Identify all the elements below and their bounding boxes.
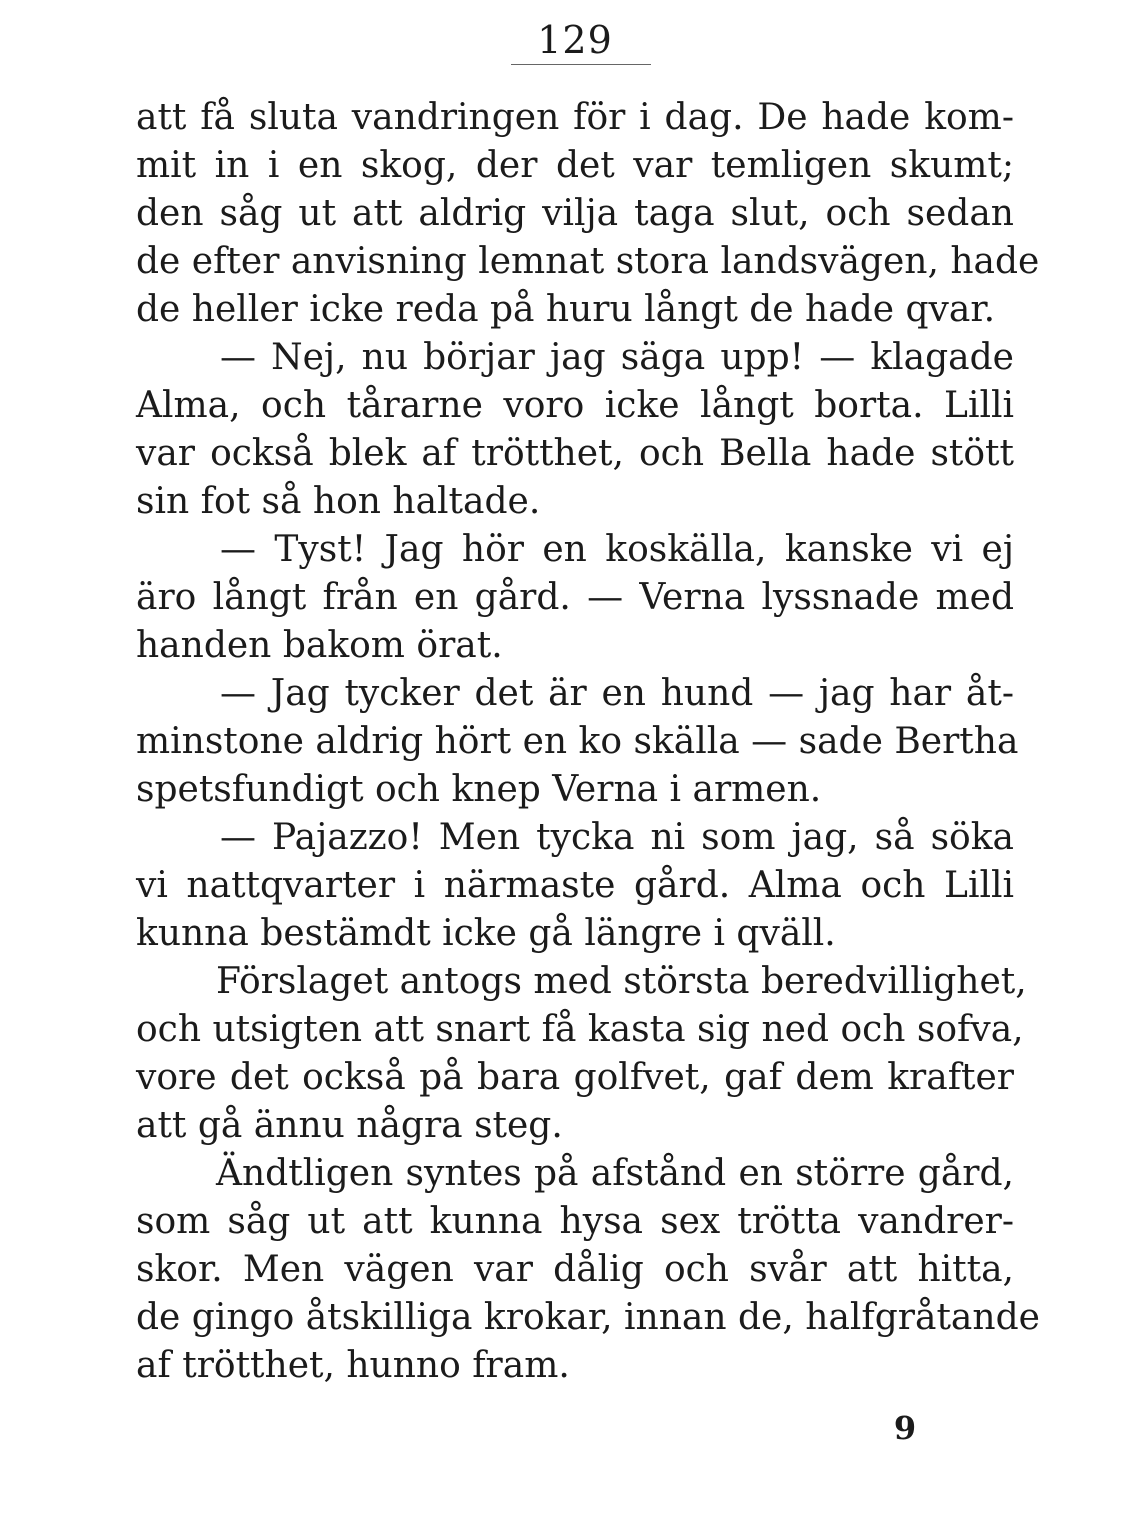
text-line: skor. Men vägen var dålig och svår att hitta, — [136, 1249, 1014, 1290]
text-line: de efter anvisning lemnat stora landsvägen, hade — [136, 241, 1040, 282]
text-line: minstone aldrig hört en ko skälla — sade Bertha — [136, 721, 1019, 762]
text-line: vore det också på bara golfvet, gaf dem krafter — [136, 1057, 1014, 1098]
text-line: spetsfundigt och knep Verna i armen. — [136, 769, 822, 810]
text-line: de gingo åtskilliga krokar, innan de, halfgråtande — [136, 1297, 1040, 1338]
text-line: Alma, och tårarne voro icke långt borta. Lilli — [136, 385, 1014, 426]
text-line: — Nej, nu börjar jag säga upp! — klagade — [220, 337, 1014, 378]
text-line: handen bakom örat. — [136, 625, 503, 666]
text-line: sin fot så hon haltade. — [136, 481, 541, 522]
header-rule — [511, 64, 651, 65]
text-line: var också blek af trötthet, och Bella hade stött — [136, 433, 1014, 474]
text-line: att få sluta vandringen för i dag. De hade kom- — [136, 97, 1014, 138]
text-line: som såg ut att kunna hysa sex trötta vandrer- — [136, 1201, 1014, 1242]
text-line: äro långt från en gård. — Verna lyssnade med — [136, 577, 1014, 618]
text-line: — Jag tycker det är en hund — jag har åt- — [220, 673, 1014, 714]
text-line: — Tyst! Jag hör en koskälla, kanske vi ej — [220, 529, 1014, 570]
signature-mark: 9 — [893, 1409, 917, 1447]
body-text — [136, 94, 1040, 1390]
text-line: den såg ut att aldrig vilja taga slut, och sedan — [136, 193, 1014, 234]
text-line: och utsigten att snart få kasta sig ned och sofva, — [136, 1009, 1024, 1050]
text-line: mit in i en skog, der det var temligen skumt; — [136, 145, 1014, 186]
text-line: de heller icke reda på huru långt de hade qvar. — [136, 289, 996, 330]
text-line: Förslaget antogs med största beredvillighet, — [216, 961, 1027, 1002]
text-line: Ändtligen syntes på afstånd en större gård, — [216, 1153, 1014, 1194]
text-line: vi nattqvarter i närmaste gård. Alma och Lilli — [136, 865, 1014, 906]
text-line: att gå ännu några steg. — [136, 1105, 563, 1146]
text-line: — Pajazzo! Men tycka ni som jag, så söka — [220, 817, 1014, 858]
page-number: 129 — [537, 18, 613, 62]
text-line: af trötthet, hunno fram. — [136, 1345, 570, 1386]
text-line: kunna bestämdt icke gå längre i qväll. — [136, 913, 836, 954]
